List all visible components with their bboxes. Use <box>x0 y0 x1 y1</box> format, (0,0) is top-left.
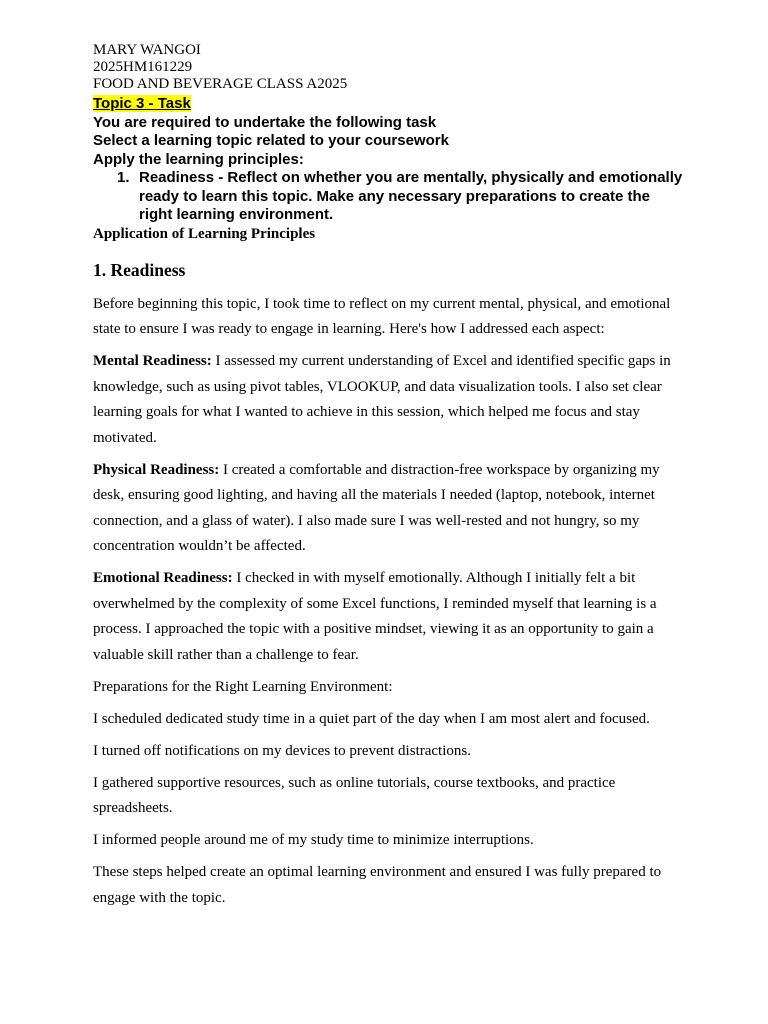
physical-readiness-paragraph <box>93 458 683 560</box>
task-select-topic: Select a learning topic related to your coursework <box>93 132 449 149</box>
preparations-heading: Preparations for the Right Learning Environment: <box>93 678 393 695</box>
prep-item: I turned off notifications on my devices to prevent distractions. <box>93 742 471 759</box>
intro-paragraph: Before beginning this topic, I took time to reflect on my current mental, physical, and emotional state to ensure I was ready to engage in learning. Here's how I addressed each aspect: <box>93 295 671 337</box>
task-block <box>93 95 683 225</box>
physical-readiness-label: Physical Readiness: <box>93 461 220 478</box>
prep-item: I gathered supportive resources, such as online tutorials, course textbooks, and practice spreadsheets. <box>93 774 616 816</box>
application-heading: Application of Learning Principles <box>93 225 316 242</box>
physical-readiness-text: I created a comfortable and distraction-free workspace by organizing my desk, ensuring good lighting, and having all the materials I needed (laptop, notebook, internet connection, and a glass of water). I also made sure I was well-rested and not hungry, so my concentration wouldn’t be affected. <box>93 461 660 554</box>
mental-readiness-paragraph <box>93 349 683 451</box>
list-number: 1. <box>117 169 130 186</box>
topic-highlight: Topic 3 - Task <box>93 95 191 112</box>
emotional-readiness-label: Emotional Readiness: <box>93 570 233 586</box>
emotional-readiness-paragraph <box>93 566 683 668</box>
student-id: 2025HM161229 <box>93 59 193 75</box>
document-header <box>93 42 683 93</box>
section-heading: 1. Readiness <box>93 259 186 280</box>
list-text: Readiness - Reflect on whether you are mentally, physically and emotionally ready to learn this topic. Make any necessary preparations to create the right learning environment. <box>139 169 683 223</box>
student-name: MARY WANGOI <box>93 42 201 58</box>
prep-item: I informed people around me of my study time to minimize interruptions. <box>93 832 534 848</box>
task-list-item <box>117 169 683 225</box>
prep-item: I scheduled dedicated study time in a quiet part of the day when I am most alert and focused. <box>93 710 650 727</box>
task-apply-principles: Apply the learning principles: <box>93 150 304 168</box>
mental-readiness-label: Mental Readiness: <box>93 353 212 369</box>
mental-readiness-text: I assessed my current understanding of Excel and identified specific gaps in knowledge, such as using pivot tables, VLOOKUP, and data visualization tools. I also set clear learning goals for what I wanted to achieve in this session, which helped me focus and stay motivated. <box>93 353 671 446</box>
task-instruction: You are required to undertake the following task <box>93 113 437 131</box>
document-page <box>93 42 683 918</box>
class-name: FOOD AND BEVERAGE CLASS A2025 <box>93 76 348 92</box>
topic-title <box>93 95 683 114</box>
emotional-readiness-text: I checked in with myself emotionally. Although I initially felt a bit overwhelmed by the complexity of some Excel functions, I reminded myself that learning is a process. I approached the topic with a positive mindset, viewing it as an opportunity to gain a valuable skill rather than a challenge to fear. <box>93 570 657 663</box>
conclusion-paragraph: These steps helped create an optimal learning environment and ensured I was fully prepared to engage with the topic. <box>93 864 662 906</box>
